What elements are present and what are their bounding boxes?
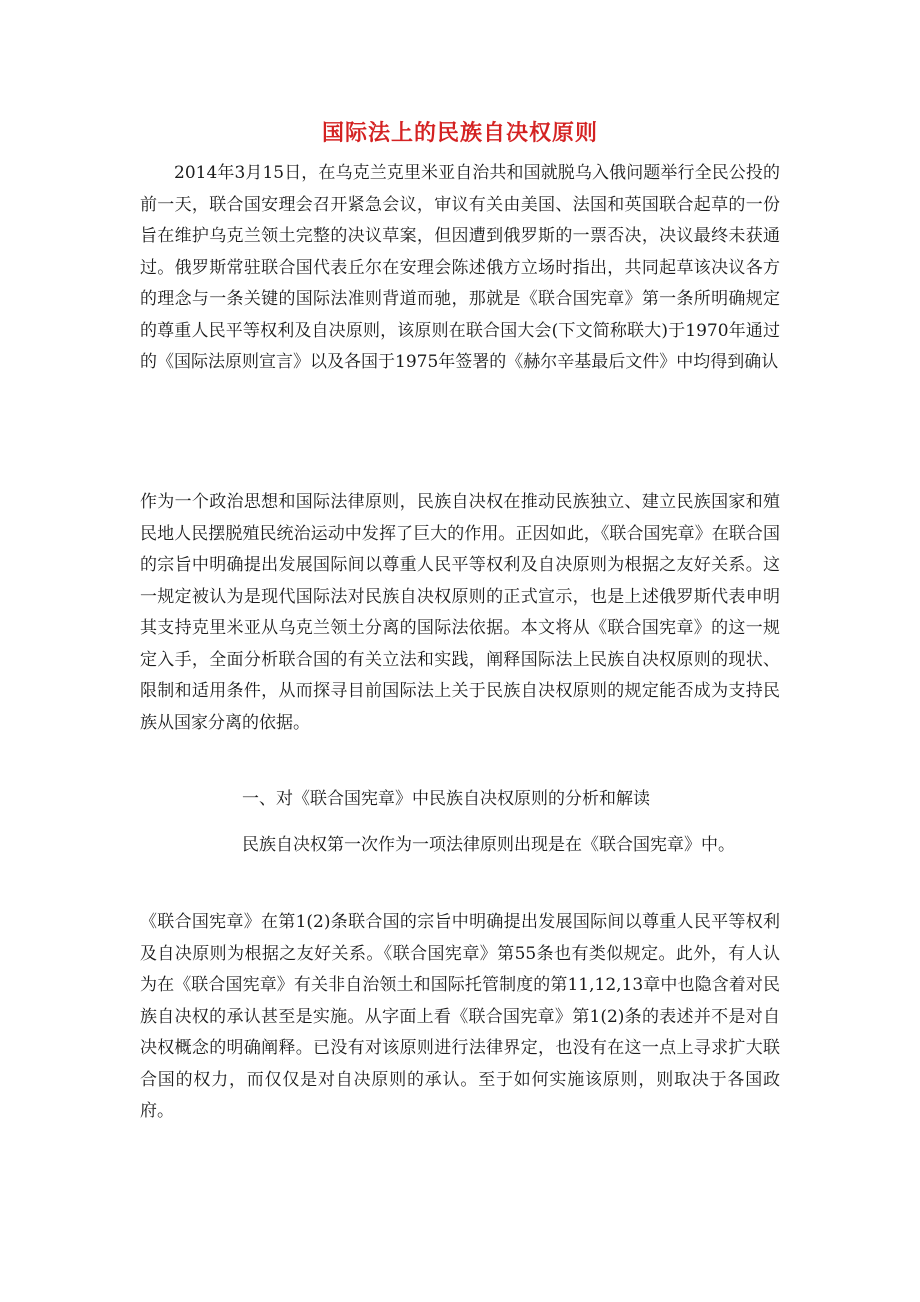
paragraph-1: 2014年3月15日，在乌克兰克里米亚自治共和国就脱乌入俄问题举行全民公投的前一天，联合国安理会召开紧急会议，审议有关由美国、法国和英国联合起草的一份旨在维护乌克兰领土完整的决议草案，但因遭到俄罗斯的一票否决，决议最终未获通过。俄罗斯常驻联合国代表丘尔在安理会陈述俄方立场时指出，共同起草该决议各方的理念与一条关键的国际法准则背道而驰，那就是《联合国宪章》第一条所明确规定的尊重人民平等权利及自决原则，该原则在联合国大会(下文简称联大)于1970年通过的《国际法原则宣言》以及各国于1975年签署的《赫尔辛基最后文件》中均得到确认 bbox=[140, 163, 780, 372]
paragraph-3 bbox=[140, 830, 780, 862]
paragraph-4: 《联合国宪章》在第1(2)条联合国的宗旨中明确提出发展国际间以尊重人民平等权利及自决原则为根据之友好关系。《联合国宪章》第55条也有类似规定。此外，有人认为在《联合国宪章》有关非自治领土和国际托管制度的第11,12,13章中也隐含着对民族自决权的承认甚至是实施。从字面上看《联合国宪章》第1(2)条的表述并不是对自决权概念的明确阐释。已没有对该原则进行法律界定，也没有在这一点上寻求扩大联合国的权力，而仅仅是对自决原则的承认。至于如何实施该原则，则取决于各国政府。 bbox=[140, 912, 780, 1121]
paragraph-3-text: 民族自决权第一次作为一项法律原则出现是在《联合国宪章》中。 bbox=[242, 835, 735, 855]
section-heading-text: 一、对《联合国宪章》中民族自决权原则的分析和解读 bbox=[242, 789, 650, 809]
paragraph-2: 作为一个政治思想和国际法律原则，民族自决权在推动民族独立、建立民族国家和殖民地人民摆脱殖民统治运动中发挥了巨大的作用。正因如此，《联合国宪章》在联合国的宗旨中明确提出发展国际间以尊重人民平等权利及自决原则为根据之友好关系。这一规定被认为是现代国际法对民族自决权原则的正式宣示，也是上述俄罗斯代表申明其支持克里米亚从乌克兰领土分离的国际法依据。本文将从《联合国宪章》的这一规定入手，全面分析联合国的有关立法和实践，阐释国际法上民族自决权原则的现状、限制和适用条件，从而探寻目前国际法上关于民族自决权原则的规定能否成为支持民族从国家分离的依据。 bbox=[140, 492, 780, 733]
document-title: 国际法上的民族自决权原则 bbox=[321, 121, 598, 146]
section-heading bbox=[140, 784, 780, 816]
